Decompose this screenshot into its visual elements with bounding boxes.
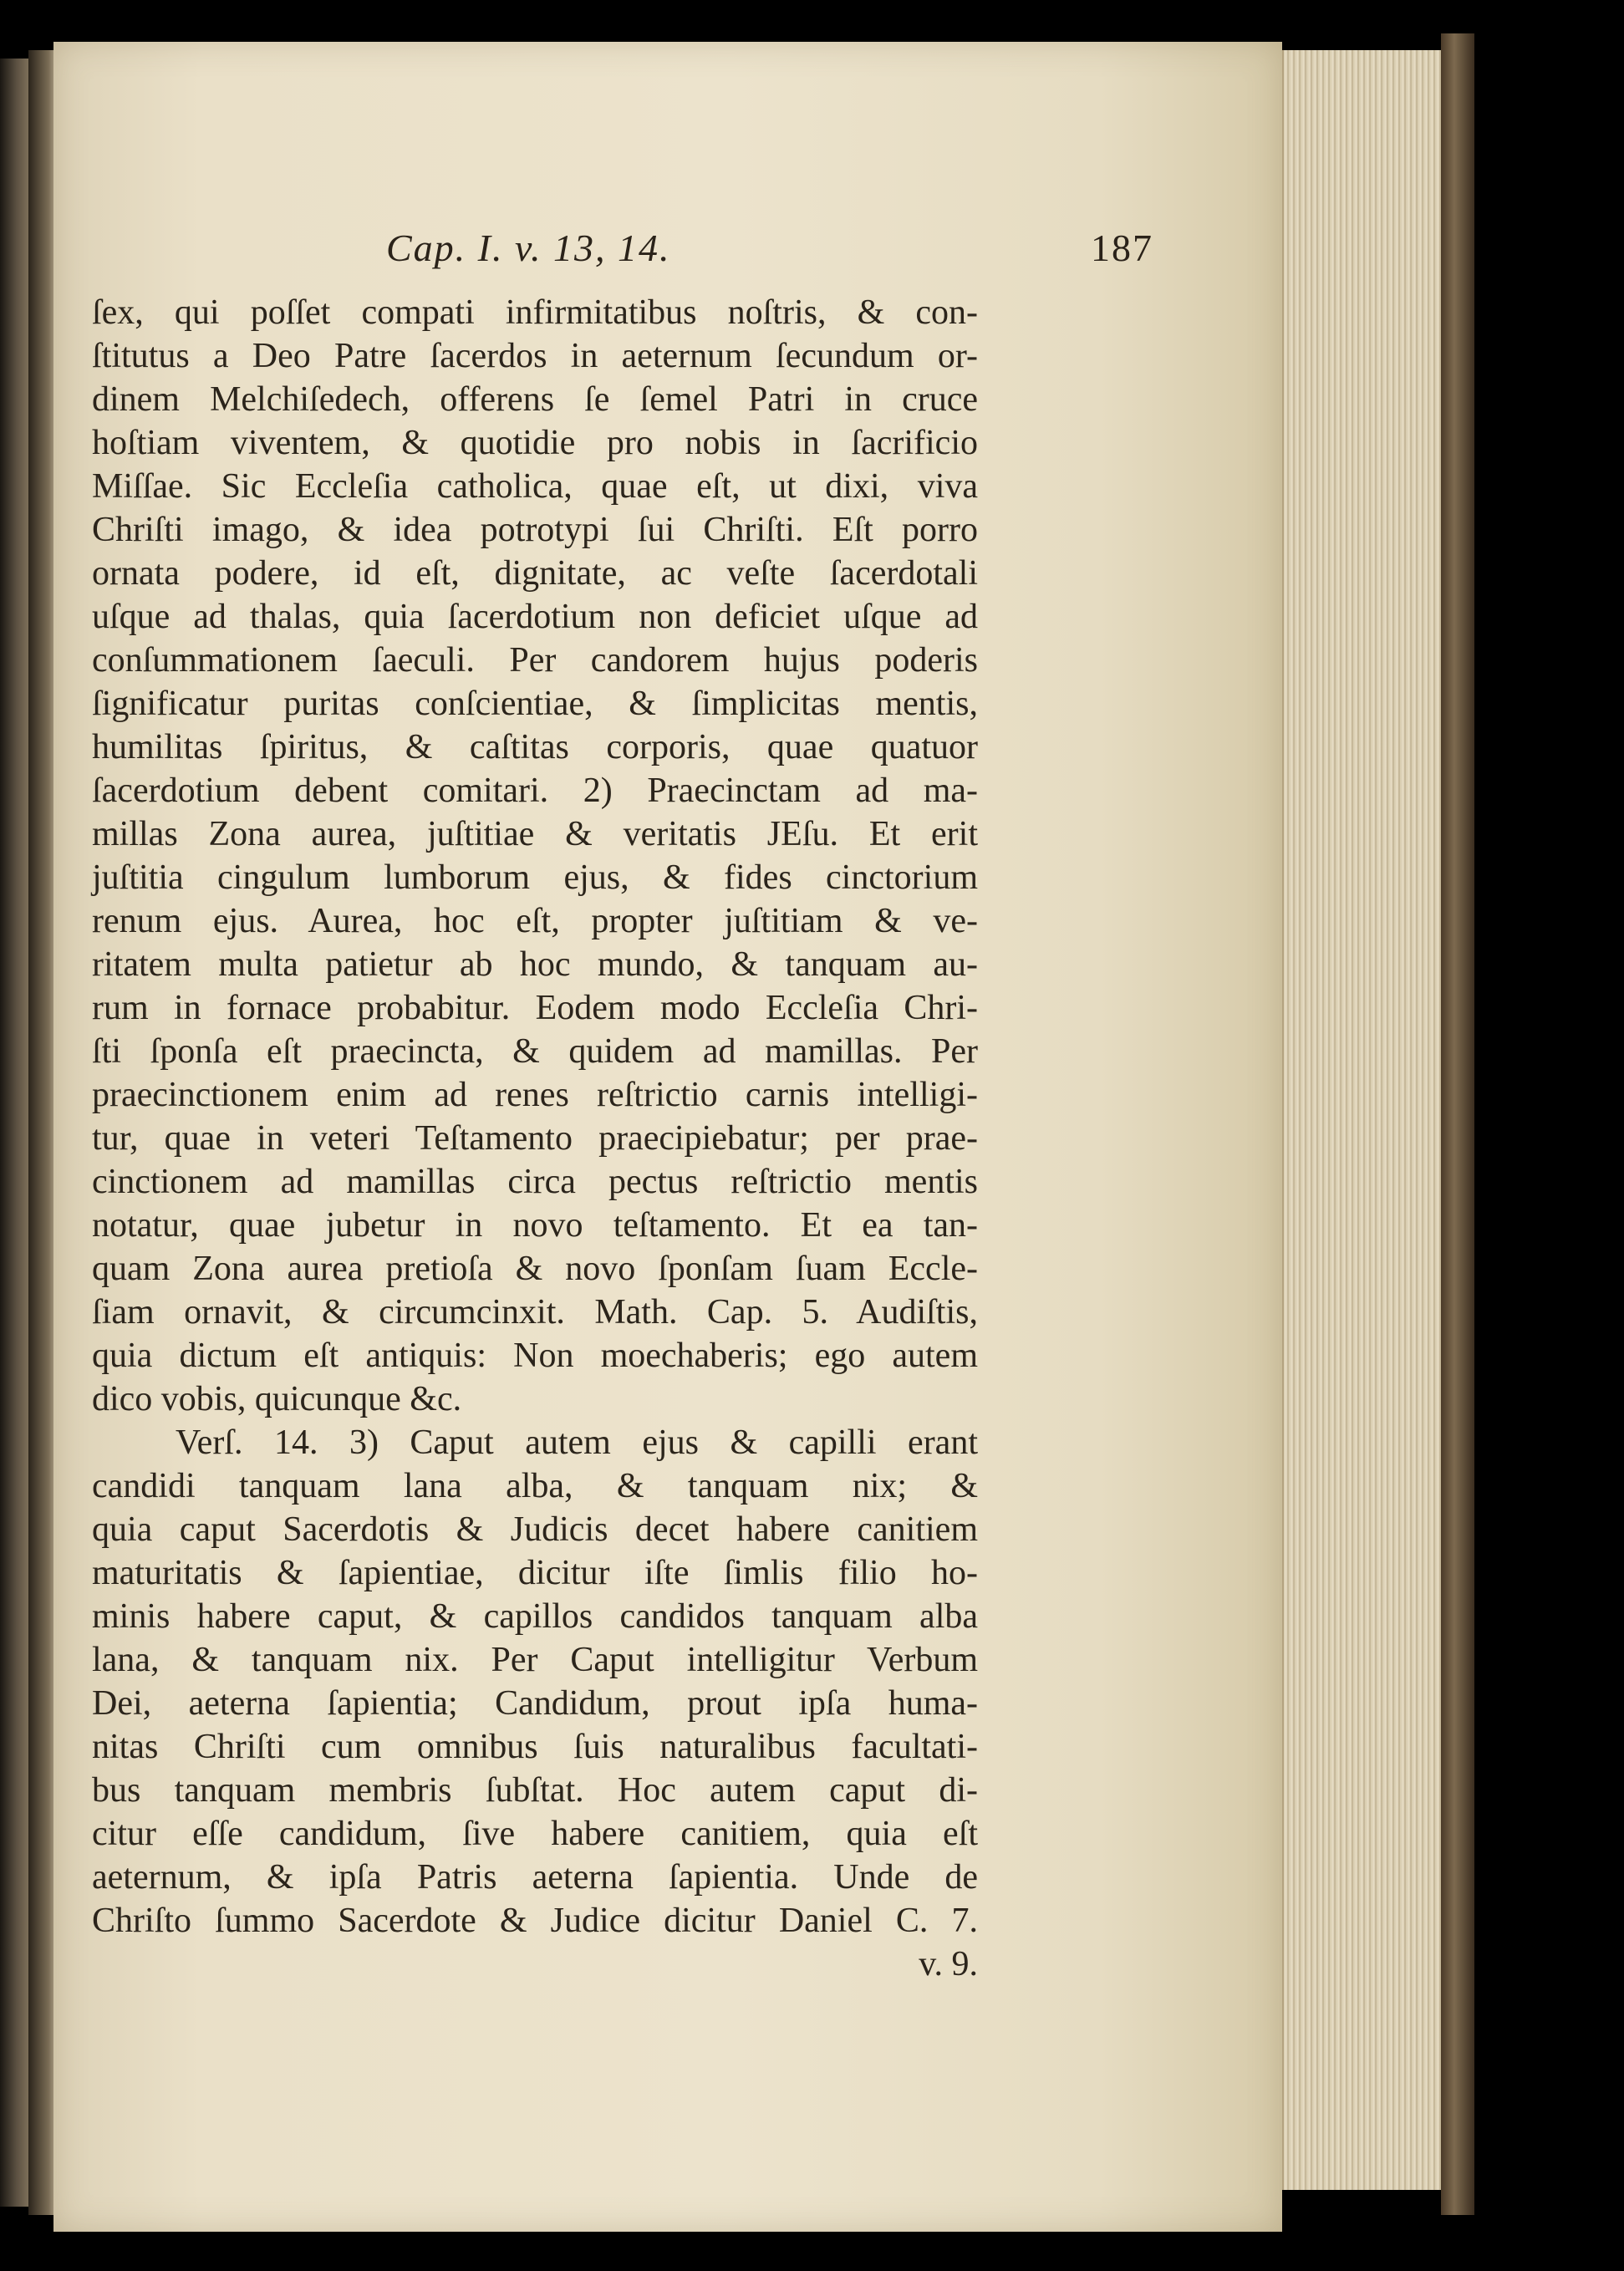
text-line: ſacerdotium debent comitari. 2) Praecinctam ad ma- <box>92 771 978 810</box>
text-line: ſex, qui poſſet compati infirmitatibus noſtris, & con- <box>92 293 978 332</box>
running-head <box>167 226 1153 284</box>
text-line: millas Zona aurea, juſtitiae & veritatis JEſu. Et erit <box>92 815 978 853</box>
text-line: aeternum, & ipſa Patris aeterna ſapientia. Unde de <box>92 1858 978 1897</box>
text-line: humilitas ſpiritus, & caſtitas corporis, quae quatuor <box>92 728 978 766</box>
page-fore-edge <box>1282 50 1443 2190</box>
text-line: rum in fornace probabitur. Eodem modo Eccleſia Chri- <box>92 989 978 1027</box>
text-line: hoſtiam viventem, & quotidie pro nobis in ſacrificio <box>92 424 978 462</box>
text-line: ſtitutus a Deo Patre ſacerdos in aeternum ſecundum or- <box>92 337 978 375</box>
text-line: candidi tanquam lana alba, & tanquam nix; & <box>92 1467 978 1505</box>
text-line: v. 9. <box>919 1945 978 1983</box>
text-line: lana, & tanquam nix. Per Caput intelligitur Verbum <box>92 1641 978 1679</box>
text-line: dico vobis, quicunque &c. <box>92 1380 462 1418</box>
page-number: 187 <box>1091 227 1153 269</box>
text-line: cinctionem ad mamillas circa pectus reſtrictio mentis <box>92 1163 978 1201</box>
text-line: ſiam ornavit, & circumcinxit. Math. Cap. 5. Audiſtis, <box>92 1293 978 1332</box>
text-line: ſti ſponſa eſt praecincta, & quidem ad mamillas. Per <box>92 1032 978 1071</box>
text-line: quam Zona aurea pretioſa & novo ſponſam ſuam Eccle- <box>92 1250 978 1288</box>
book-cover-board <box>1441 33 1474 2215</box>
text-line: citur eſſe candidum, ſive habere canitiem, quia eſt <box>92 1815 978 1853</box>
text-line: tur, quae in veteri Teſtamento praecipiebatur; per prae- <box>92 1119 978 1158</box>
text-line: juſtitia cingulum lumborum ejus, & fides cinctorium <box>92 858 978 897</box>
chapter-reference: Cap. I. v. 13, 14. <box>386 227 671 269</box>
text-line: uſque ad thalas, quia ſacerdotium non deficiet uſque ad <box>92 598 978 636</box>
text-line: Chriſti imago, & idea potrotypi ſui Chriſti. Eſt porro <box>92 511 978 549</box>
text-line: Dei, aeterna ſapientia; Candidum, prout ipſa huma- <box>92 1684 978 1723</box>
text-line: nitas Chriſti cum omnibus ſuis naturalibus facultati- <box>92 1728 978 1766</box>
text-line: renum ejus. Aurea, hoc eſt, propter juſtitiam & ve- <box>92 902 978 940</box>
text-line: notatur, quae jubetur in novo teſtamento. Et ea tan- <box>92 1206 978 1245</box>
text-line: quia caput Sacerdotis & Judicis decet habere canitiem <box>92 1510 978 1549</box>
text-line: Miſſae. Sic Eccleſia catholica, quae eſt, ut dixi, viva <box>92 467 978 506</box>
text-line: Chriſto ſummo Sacerdote & Judice dicitur Daniel C. 7. <box>92 1902 978 1940</box>
text-line: conſummationem ſaeculi. Per candorem hujus poderis <box>92 641 978 680</box>
text-line: ſignificatur puritas conſcientiae, & ſimplicitas mentis, <box>92 685 978 723</box>
text-line: praecinctionem enim ad renes reſtrictio carnis intelligi- <box>92 1076 978 1114</box>
body-text <box>92 291 978 1986</box>
text-line: minis habere caput, & capillos candidos tanquam alba <box>92 1597 978 1636</box>
text-line: ornata podere, id eſt, dignitate, ac veſte ſacerdotali <box>92 554 978 593</box>
text-line: maturitatis & ſapientiae, dicitur iſte ſimlis filio ho- <box>92 1554 978 1592</box>
text-line: Verſ. 14. 3) Caput autem ejus & capilli erant <box>176 1423 978 1462</box>
text-line: dinem Melchiſedech, offerens ſe ſemel Patri in cruce <box>92 380 978 419</box>
text-line: bus tanquam membris ſubſtat. Hoc autem caput di- <box>92 1771 978 1810</box>
text-line: quia dictum eſt antiquis: Non moechaberis; ego autem <box>92 1337 978 1375</box>
text-line: ritatem multa patietur ab hoc mundo, & tanquam au- <box>92 945 978 984</box>
